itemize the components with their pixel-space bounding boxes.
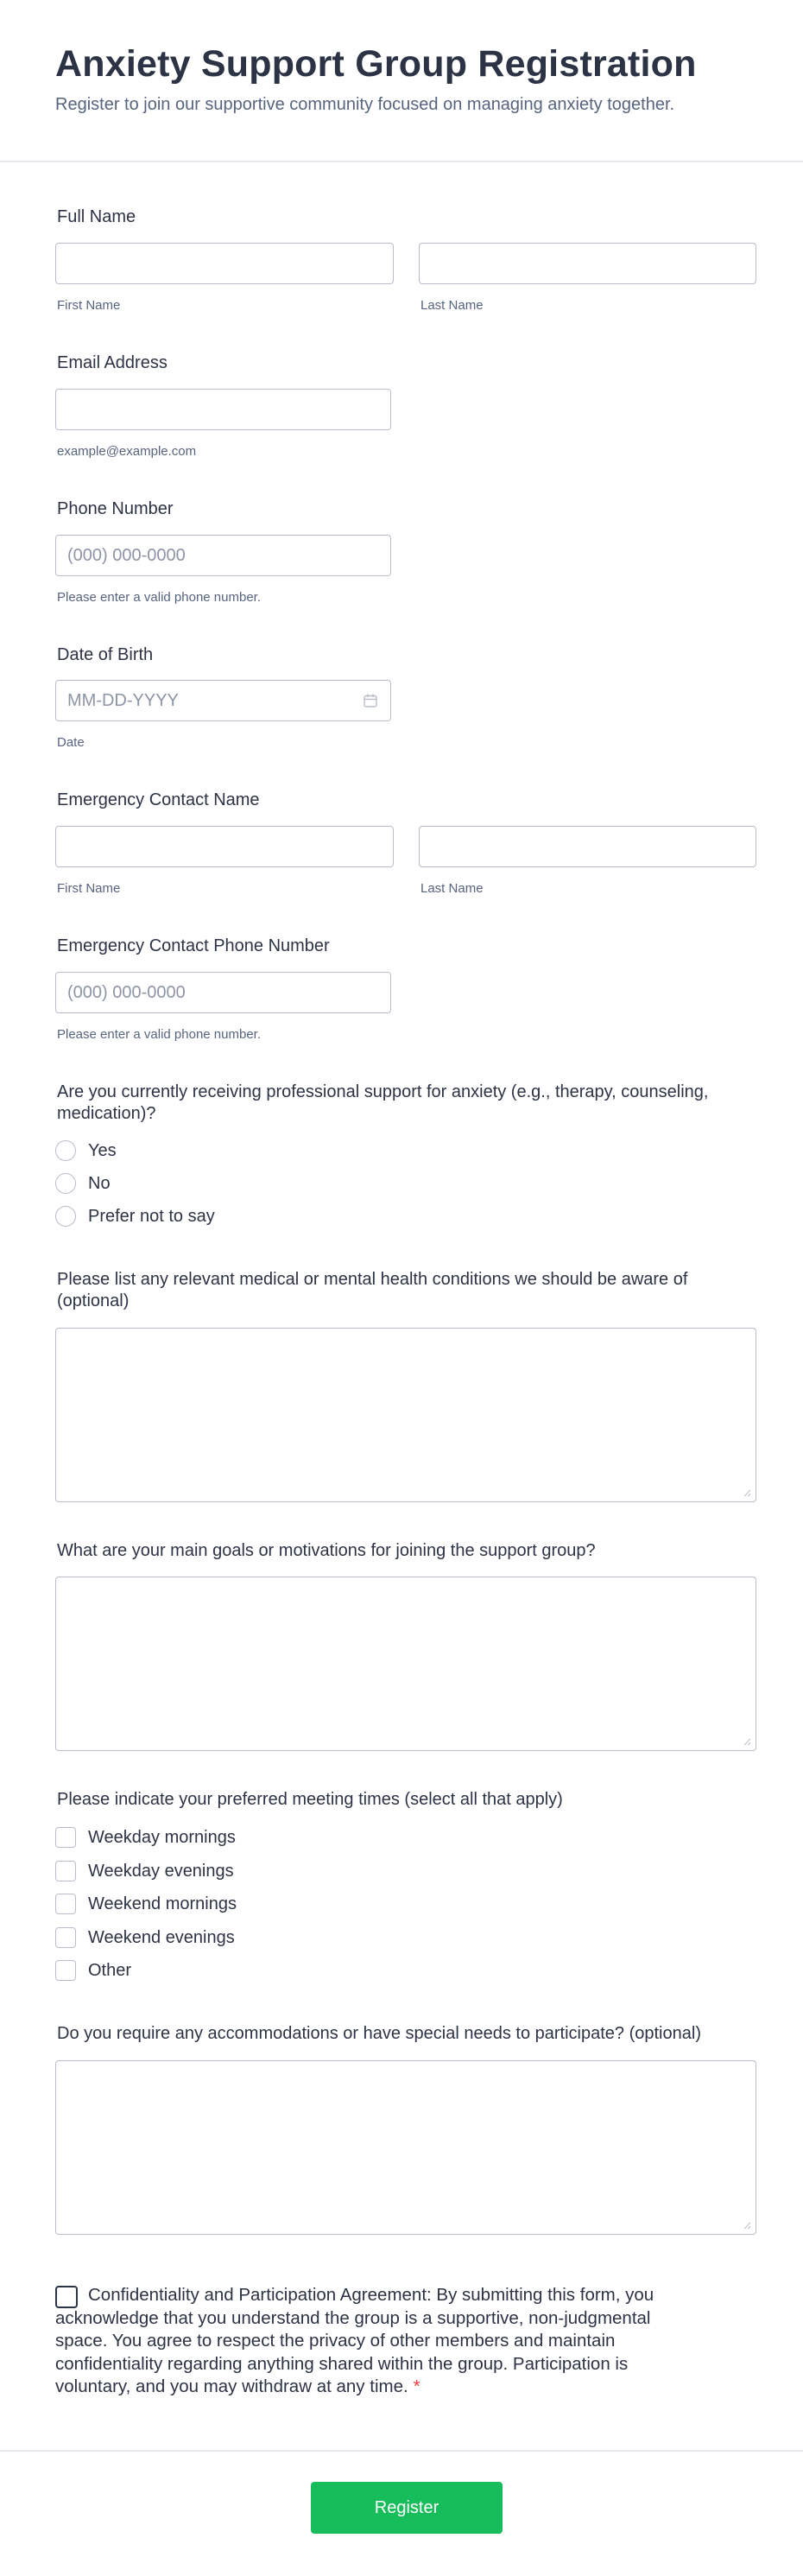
checkbox[interactable] (55, 1827, 76, 1848)
emergency-last-name-input[interactable] (419, 826, 756, 867)
radio-label: Yes (88, 1140, 117, 1160)
radio-label: No (88, 1173, 111, 1193)
conditions-label: Please list any relevant medical or mental health conditions we should be aware of (optional) (57, 1270, 688, 1310)
emergency-first-name-input[interactable] (55, 826, 394, 867)
checkbox[interactable] (55, 1894, 76, 1914)
accommodations-textarea[interactable] (55, 2060, 756, 2235)
radio-option-no[interactable] (55, 1171, 111, 1196)
checkbox-option-weekend-mornings[interactable] (55, 1892, 237, 1916)
checkbox-label: Weekday mornings (88, 1827, 236, 1847)
resize-grip-icon[interactable] (743, 2221, 751, 2230)
email-input[interactable] (55, 389, 391, 430)
checkbox-label: Weekend evenings (88, 1927, 235, 1947)
radio-button[interactable] (55, 1173, 76, 1194)
emergency-name-label: Emergency Contact Name (57, 790, 260, 809)
checkbox[interactable] (55, 1861, 76, 1881)
full-name-label: Full Name (57, 207, 136, 226)
page-title: Anxiety Support Group Registration (55, 43, 697, 85)
email-sublabel: example@example.com (57, 444, 197, 459)
page-subtitle: Register to join our supportive community focused on managing anxiety together. (55, 95, 675, 114)
emergency-phone-input[interactable] (55, 972, 391, 1013)
dob-label: Date of Birth (57, 645, 154, 664)
radio-option-prefer-not-to-say[interactable] (55, 1204, 215, 1228)
dob-input[interactable] (55, 680, 391, 721)
emergency-last-name-sublabel: Last Name (420, 881, 484, 896)
first-name-input[interactable] (55, 243, 394, 284)
resize-grip-icon[interactable] (743, 1488, 751, 1497)
radio-option-yes[interactable] (55, 1139, 117, 1163)
agreement-body: Confidentiality and Participation Agreement: By submitting this form, you acknowledge that you understand the group is a supportive, non-judgmental space. You agree to respect the privacy of other members and maintain confidentiality regarding anything shared within the group. Participation is voluntary, and you may withdraw at any time. (55, 2285, 654, 2396)
calendar-icon[interactable] (363, 693, 378, 708)
resize-grip-icon[interactable] (743, 1737, 751, 1746)
email-label: Email Address (57, 353, 168, 372)
goals-label: What are your main goals or motivations for joining the support group? (57, 1541, 596, 1560)
last-name-sublabel: Last Name (420, 298, 484, 313)
first-name-sublabel: First Name (57, 298, 121, 313)
last-name-input[interactable] (419, 243, 756, 284)
phone-input[interactable] (55, 535, 391, 576)
checkbox-option-weekday-evenings[interactable] (55, 1859, 234, 1883)
checkbox-label: Weekday evenings (88, 1861, 234, 1881)
accommodations-label: Do you require any accommodations or have special needs to participate? (optional) (57, 2024, 701, 2043)
checkbox-option-weekend-evenings[interactable] (55, 1926, 235, 1950)
checkbox-label: Other (88, 1960, 132, 1980)
emergency-phone-label: Emergency Contact Phone Number (57, 936, 330, 955)
checkbox-option-other[interactable] (55, 1958, 131, 1983)
goals-textarea[interactable] (55, 1577, 756, 1751)
checkbox[interactable] (55, 1927, 76, 1948)
emergency-phone-sublabel: Please enter a valid phone number. (57, 1027, 261, 1042)
register-button[interactable]: Register (311, 2482, 503, 2534)
radio-button[interactable] (55, 1206, 76, 1227)
emergency-first-name-sublabel: First Name (57, 881, 121, 896)
radio-label: Prefer not to say (88, 1206, 215, 1226)
required-asterisk: * (413, 2376, 420, 2396)
radio-button[interactable] (55, 1140, 76, 1161)
phone-label: Phone Number (57, 499, 174, 518)
checkbox[interactable] (55, 1960, 76, 1981)
phone-sublabel: Please enter a valid phone number. (57, 590, 261, 605)
checkbox-option-weekday-mornings[interactable] (55, 1825, 236, 1850)
meeting-times-label: Please indicate your preferred meeting times (select all that apply) (57, 1790, 563, 1809)
form-header (0, 0, 803, 162)
dob-sublabel: Date (57, 735, 85, 750)
checkbox-label: Weekend mornings (88, 1894, 237, 1913)
agreement-text (55, 2284, 660, 2399)
conditions-textarea[interactable] (55, 1328, 756, 1502)
professional-support-question: Are you currently receiving professional support for anxiety (e.g., therapy, counseling, medication)? (57, 1082, 709, 1123)
